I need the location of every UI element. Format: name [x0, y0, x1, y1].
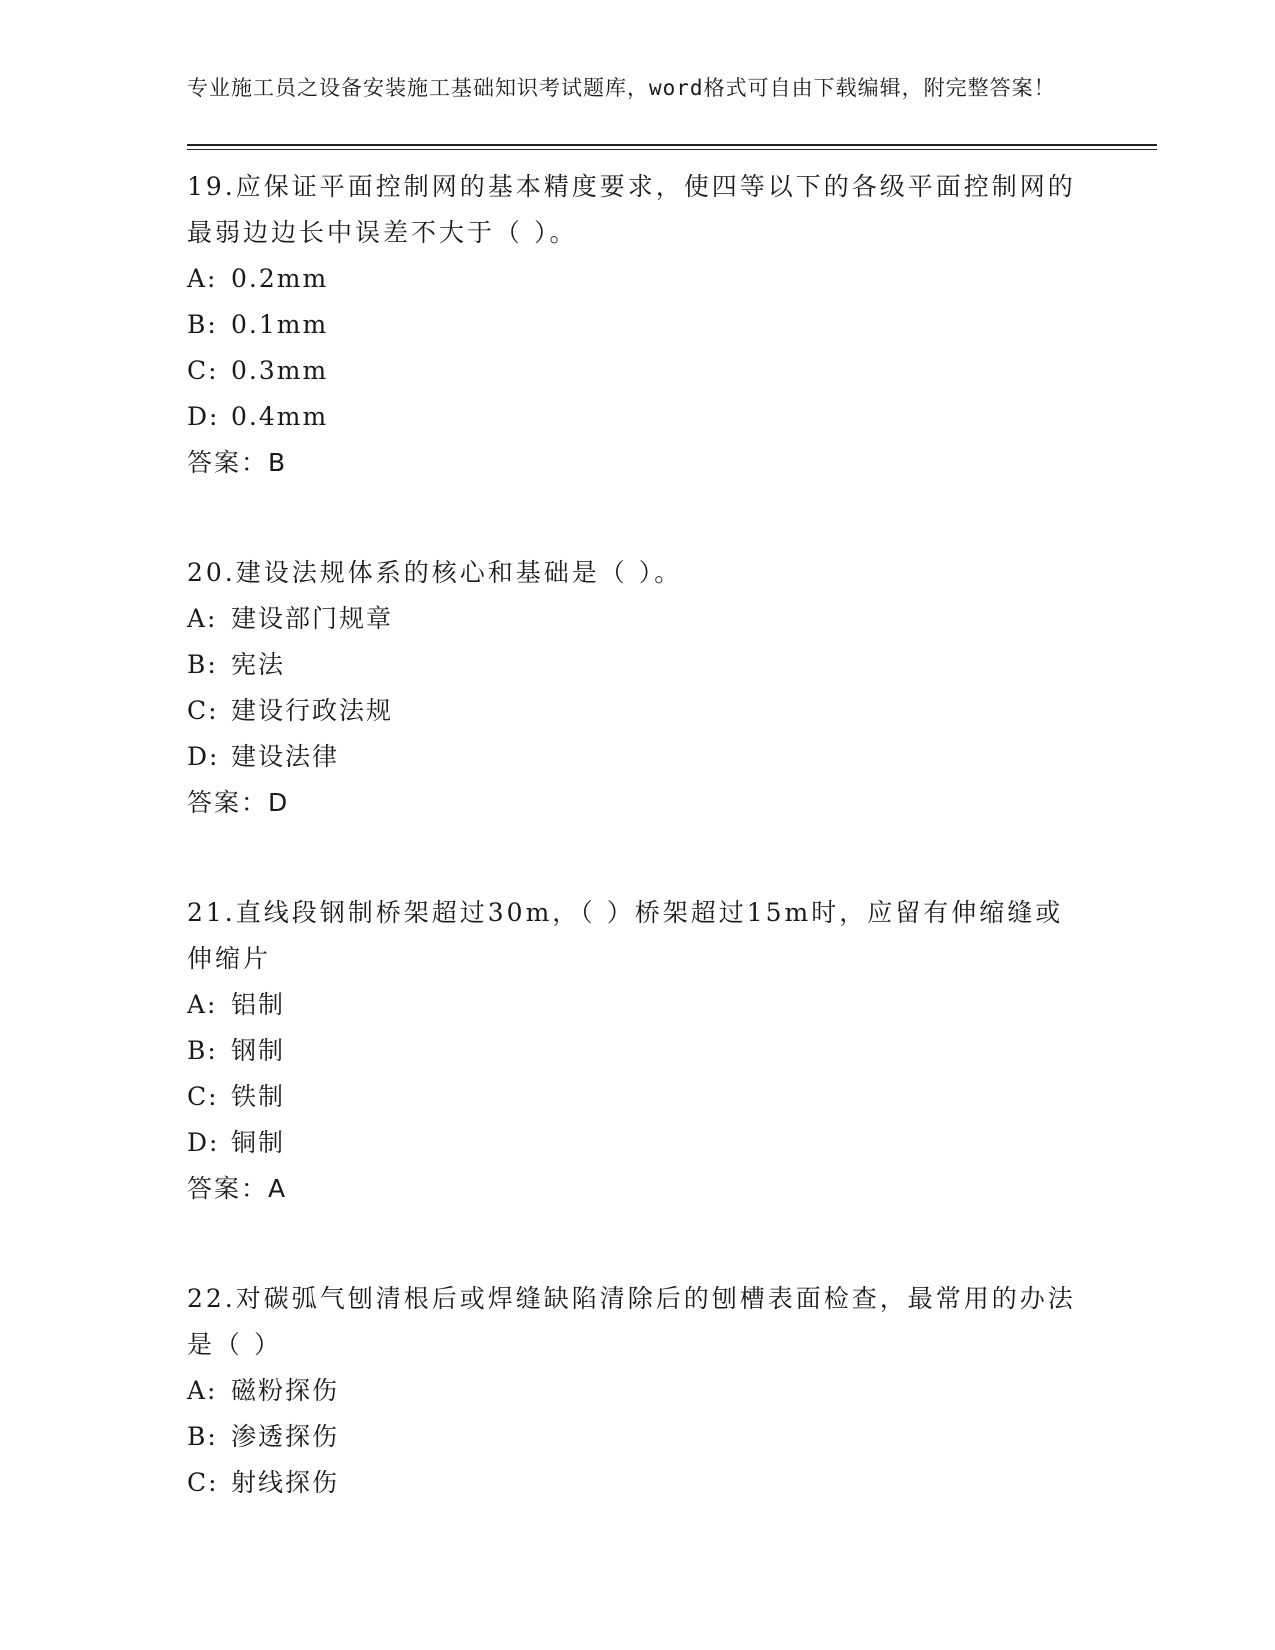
option-letter: B: — [187, 1036, 218, 1065]
option-c — [187, 1460, 1157, 1506]
option-text: 建设行政法规 — [231, 696, 394, 725]
option-text: 铜制 — [231, 1128, 286, 1157]
option-text: 渗透探伤 — [231, 1422, 340, 1451]
option-text: 铝制 — [231, 990, 286, 1019]
option-text: 0.3mm — [231, 356, 329, 385]
option-letter: A: — [187, 264, 218, 293]
option-text: 0.2mm — [231, 264, 329, 293]
answer-line: 答案：B — [187, 448, 288, 477]
option-letter: B: — [187, 1422, 218, 1451]
option-letter: A: — [187, 1376, 218, 1405]
option-text: 钢制 — [231, 1036, 286, 1065]
option-text: 铁制 — [231, 1082, 286, 1111]
option-text: 射线探伤 — [231, 1468, 340, 1497]
option-text: 磁粉探伤 — [231, 1376, 340, 1405]
option-letter: D: — [187, 402, 220, 431]
option-letter: C: — [187, 1468, 219, 1497]
question-20 — [187, 550, 1157, 826]
option-letter: B: — [187, 310, 218, 339]
question-stem: 19.应保证平面控制网的基本精度要求，使四等以下的各级平面控制网的最弱边边长中误差不大于（ ）。 — [187, 172, 1076, 247]
option-text: 建设法律 — [231, 742, 340, 771]
document-header-description: 专业施工员之设备安装施工基础知识考试题库，word格式可自由下载编辑，附完整答案！ — [187, 76, 1056, 100]
option-text: 0.1mm — [231, 310, 329, 339]
option-letter: C: — [187, 356, 219, 385]
option-c — [187, 348, 1157, 394]
question-stem: 20.建设法规体系的核心和基础是（ ）。 — [187, 558, 683, 587]
option-b — [187, 1414, 1157, 1460]
header-divider — [187, 144, 1157, 150]
option-letter: A: — [187, 990, 218, 1019]
answer-line: 答案：D — [187, 788, 290, 817]
option-b — [187, 1028, 1157, 1074]
question-22 — [187, 1276, 1157, 1506]
option-letter: C: — [187, 1082, 219, 1111]
option-text: 建设部门规章 — [231, 604, 394, 633]
option-d — [187, 394, 1157, 440]
answer-line: 答案：A — [187, 1174, 288, 1203]
option-c — [187, 688, 1157, 734]
option-text: 宪法 — [231, 650, 286, 679]
option-d — [187, 734, 1157, 780]
option-c — [187, 1074, 1157, 1120]
question-stem: 21.直线段钢制桥架超过30m，（ ）桥架超过15m时，应留有伸缩缝或伸缩片 — [187, 898, 1064, 973]
option-a — [187, 596, 1157, 642]
option-a — [187, 982, 1157, 1028]
option-letter: B: — [187, 650, 218, 679]
option-a — [187, 1368, 1157, 1414]
option-letter: D: — [187, 1128, 220, 1157]
question-19 — [187, 164, 1157, 486]
option-d — [187, 1120, 1157, 1166]
option-b — [187, 302, 1157, 348]
option-b — [187, 642, 1157, 688]
question-21 — [187, 890, 1157, 1212]
option-a — [187, 256, 1157, 302]
option-letter: C: — [187, 696, 219, 725]
question-stem: 22.对碳弧气刨清根后或焊缝缺陷清除后的刨槽表面检查，最常用的办法是（ ） — [187, 1284, 1076, 1359]
option-letter: A: — [187, 604, 218, 633]
option-letter: D: — [187, 742, 220, 771]
document-page — [187, 72, 1157, 1506]
option-text: 0.4mm — [231, 402, 329, 431]
